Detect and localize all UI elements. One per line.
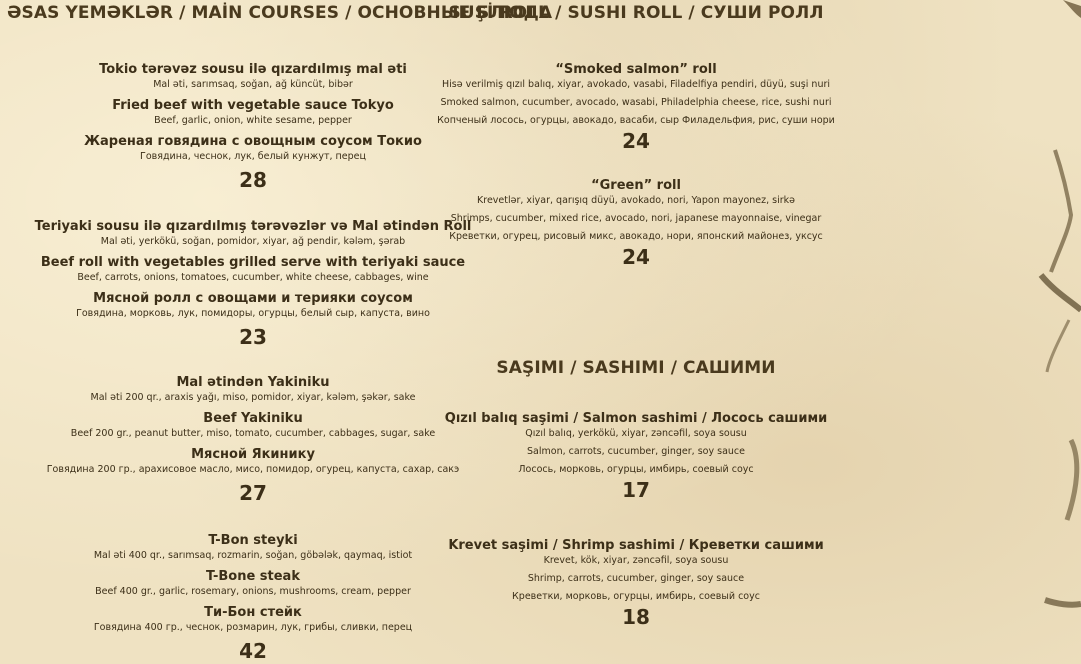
- item-desc-en: Beef, garlic, onion, white sesame, pepper: [154, 115, 352, 126]
- item-name-en: Beef roll with vegetables grilled serve with teriyaki sauce: [40, 255, 466, 270]
- item-name-ru: Жареная говядина с овощным соусом Токио: [84, 134, 422, 149]
- item-desc-en: Shrimp, carrots, cucumber, ginger, soy sauce: [527, 573, 745, 584]
- item-desc-ru: Креветки, огурец, рисовый микс, авокадо, нори, японский майонез, уксус: [449, 231, 823, 242]
- item-name-az: T-Bon steyki: [208, 533, 298, 548]
- item-name: Qızıl balıq saşimi / Salmon sashimi / Лосось сашими: [444, 411, 828, 426]
- item-desc-az: Krevetlər, xiyar, qarışıq düyü, avokado, nori, Yapon mayonez, sirkə: [477, 195, 795, 206]
- menu-item: [383, 537, 889, 629]
- item-name-az: Teriyaki sousu ilə qızardılmış tərəvəzlər və Mal ətindən Roll: [34, 219, 472, 234]
- item-desc-ru: Лосось, морковь, огурцы, имбирь, соевый соус: [518, 464, 754, 475]
- item-price: 42: [239, 639, 267, 663]
- item-name: “Green” roll: [591, 178, 681, 193]
- item-name-ru: Мясной ролл с овощами и терияки соусом: [93, 291, 413, 306]
- menu-item: [383, 177, 889, 269]
- item-desc-az: Mal əti, yerkökü, soğan, pomidor, xiyar, ağ pendir, kələm, şərab: [100, 236, 406, 247]
- menu-item: [383, 61, 889, 153]
- item-desc-az: Mal əti, sarımsaq, soğan, ağ küncüt, bibər: [153, 79, 353, 90]
- item-price: 27: [239, 481, 267, 505]
- item-price: 24: [622, 129, 650, 153]
- item-price: 18: [622, 605, 650, 629]
- item-name-ru: Мясной Якинику: [191, 447, 315, 462]
- item-name-az: Mal ətindən Yakiniku: [176, 375, 330, 390]
- item-desc-ru: Креветки, морковь, огурцы, имбирь, соевый соус: [512, 591, 760, 602]
- brush-decoration: [1011, 0, 1081, 664]
- item-desc-en: Beef 200 gr., peanut butter, miso, tomato, cucumber, cabbages, sugar, sake: [70, 428, 436, 439]
- item-desc-en: Shrimps, cucumber, mixed rice, avocado, nori, japanese mayonnaise, vinegar: [450, 213, 822, 224]
- item-desc-ru: Копченый лосось, огурцы, авокадо, васаби, сыр Филадельфия, рис, суши нори: [437, 115, 835, 126]
- item-name-en: Beef Yakiniku: [203, 411, 303, 426]
- item-name: Krevet saşimi / Shrimp sashimi / Креветки сашими: [448, 538, 824, 553]
- item-desc-az: Mal əti 400 qr., sarımsaq, rozmarin, soğan, göbələk, qaymaq, istiot: [93, 550, 413, 561]
- item-desc-az: Hisə verilmiş qızıl balıq, xiyar, avokado, vasabi, Filadelfiya pendiri, düyü, suşi nuri: [441, 79, 831, 90]
- item-desc-az: Qızıl balıq, yerkökü, xiyar, zəncəfil, soya sousu: [525, 428, 747, 439]
- item-name-ru: Ти-Бон стейк: [204, 605, 302, 620]
- sashimi-title: SAŞIMI / SASHIMI / САШИМИ: [496, 358, 776, 378]
- item-desc-az: Krevet, kök, xiyar, zəncəfil, soya sousu: [543, 555, 729, 566]
- item-price: 28: [239, 168, 267, 192]
- item-desc-az: Mal əti 200 qr., araxis yağı, miso, pomidor, xiyar, kələm, şəkər, sake: [90, 392, 416, 403]
- item-name: “Smoked salmon” roll: [555, 62, 717, 77]
- item-name-az: Tokio tərəvəz sousu ilə qızardılmış mal əti: [99, 62, 407, 77]
- item-desc-en: Beef, carrots, onions, tomatoes, cucumber, white cheese, cabbages, wine: [77, 272, 429, 283]
- item-price: 24: [622, 245, 650, 269]
- item-price: 23: [239, 325, 267, 349]
- item-name-en: Fried beef with vegetable sauce Tokyo: [112, 98, 394, 113]
- menu-item: [383, 410, 889, 502]
- item-desc-en: Beef 400 gr., garlic, rosemary, onions, mushrooms, cream, pepper: [95, 586, 411, 597]
- item-desc-en: Smoked salmon, cucumber, avocado, wasabi, Philadelphia cheese, rice, sushi nuri: [440, 97, 832, 108]
- main-courses-title: ƏSAS YEMƏKLƏR / MAİN COURSES / ОСНОВНЫЕ БЛЮДА: [7, 3, 553, 23]
- item-desc-ru: Говядина 400 гр., чеснок, розмарин, лук, грибы, сливки, перец: [93, 622, 413, 633]
- item-desc-ru: Говядина 200 гр., арахисовое масло, мисо, помидор, огурец, капуста, сахар, сакэ: [46, 464, 460, 475]
- item-price: 17: [622, 478, 650, 502]
- item-desc-ru: Говядина, морковь, лук, помидоры, огурцы, белый сыр, капуста, вино: [76, 308, 430, 319]
- sushi-title: SUŞİ ROLL / SUSHI ROLL / СУШИ РОЛЛ: [448, 3, 824, 23]
- item-desc-en: Salmon, carrots, cucumber, ginger, soy sauce: [527, 446, 745, 457]
- item-name-en: T-Bone steak: [206, 569, 300, 584]
- item-desc-ru: Говядина, чеснок, лук, белый кунжут, перец: [140, 151, 366, 162]
